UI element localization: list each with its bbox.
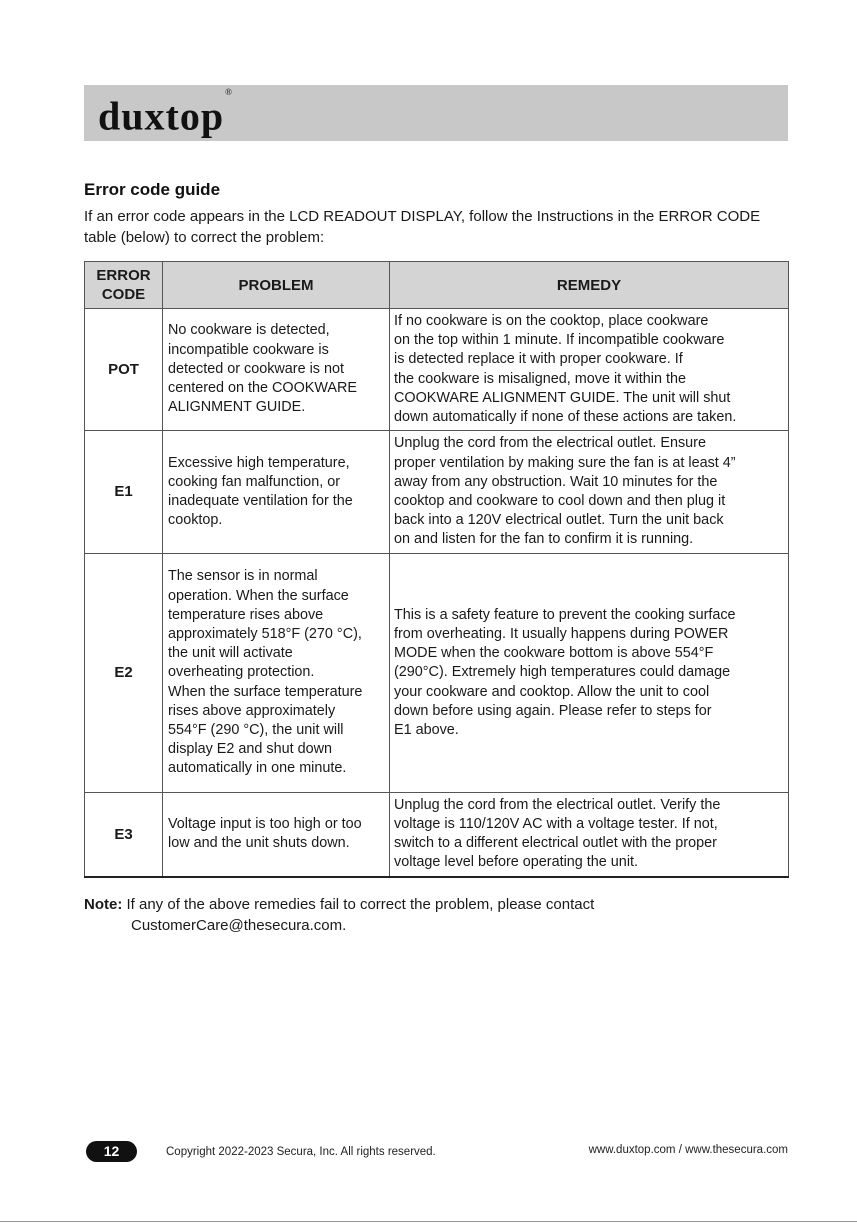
table-header-row xyxy=(85,262,789,309)
remedy-cell: Unplug the cord from the electrical outlet. Verify the voltage is 110/120V AC with a voltage tester. If not, switch to a different electrical outlet with the proper voltage level before operating the unit. xyxy=(390,793,789,877)
copyright-text: Copyright 2022-2023 Secura, Inc. All rights reserved. xyxy=(166,1146,436,1158)
table-row xyxy=(85,431,789,554)
page-number-badge: 12 xyxy=(86,1141,137,1162)
table-row xyxy=(85,793,789,877)
header-problem: PROBLEM xyxy=(163,262,390,309)
intro-text: If an error code appears in the LCD READOUT DISPLAY, follow the Instructions in the ERROR CODE table (below) to correct the problem: xyxy=(84,208,761,246)
error-code: POT xyxy=(85,309,163,431)
remedy-cell: If no cookware is on the cooktop, place cookware on the top within 1 minute. If incompatible cookware is detected replace it with proper cookware. If the cookware is misaligned, move it within the COOKWARE ALIGNMENT GUIDE. The unit will shut down automatically if none of these actions are taken. xyxy=(390,309,789,431)
problem-cell: Excessive high temperature, cooking fan malfunction, or inadequate ventilation for the cooktop. xyxy=(163,431,390,554)
header-error-code: ERROR CODE xyxy=(85,262,163,309)
error-code: E2 xyxy=(85,554,163,793)
customer-care-email: CustomerCare@thesecura.com. xyxy=(131,917,347,934)
logo-text: duxtop xyxy=(98,93,225,139)
footer xyxy=(86,1138,788,1166)
remedy-cell: Unplug the cord from the electrical outlet. Ensure proper ventilation by making sure the fan is at least 4” away from any obstruction. Wait 10 minutes for the cooktop and cookware to cool down and then plug it back into a 120V electrical outlet. Turn the unit back on and listen for the fan to confirm it is running. xyxy=(390,431,789,554)
problem-cell: No cookware is detected, incompatible cookware is detected or cookware is not centered on the COOKWARE ALIGNMENT GUIDE. xyxy=(163,309,390,431)
problem-cell: The sensor is in normal operation. When the surface temperature rises above approximately 518°F (270 °C), the unit will activate overheating protection. When the surface temperature rises above approximately 554°F (290 °C), the unit will display E2 and shut down automatically in one minute. xyxy=(163,554,390,793)
bottom-rule xyxy=(0,1221,857,1222)
note xyxy=(84,894,594,915)
header-band xyxy=(84,85,788,141)
remedy-cell: This is a safety feature to prevent the cooking surface from overheating. It usually happens during POWER MODE when the cookware bottom is above 554°F (290°C). Extremely high temperatures could damage your cookware and cooktop. Allow the unit to cool down before using again. Please refer to steps for E1 above. xyxy=(390,554,789,793)
note-label: Note: xyxy=(84,896,123,913)
registered-mark: ® xyxy=(225,87,233,97)
table-row xyxy=(85,554,789,793)
error-code: E1 xyxy=(85,431,163,554)
section-title: Error code guide xyxy=(84,180,221,199)
error-code: E3 xyxy=(85,793,163,877)
problem-cell: Voltage input is too high or too low and the unit shuts down. xyxy=(163,793,390,877)
website-urls: www.duxtop.com / www.thesecura.com xyxy=(588,1144,788,1156)
error-code-table xyxy=(84,261,789,878)
note-text: If any of the above remedies fail to correct the problem, please contact xyxy=(126,896,595,913)
table-row xyxy=(85,309,789,431)
duxtop-logo xyxy=(98,87,233,141)
header-remedy: REMEDY xyxy=(390,262,789,309)
